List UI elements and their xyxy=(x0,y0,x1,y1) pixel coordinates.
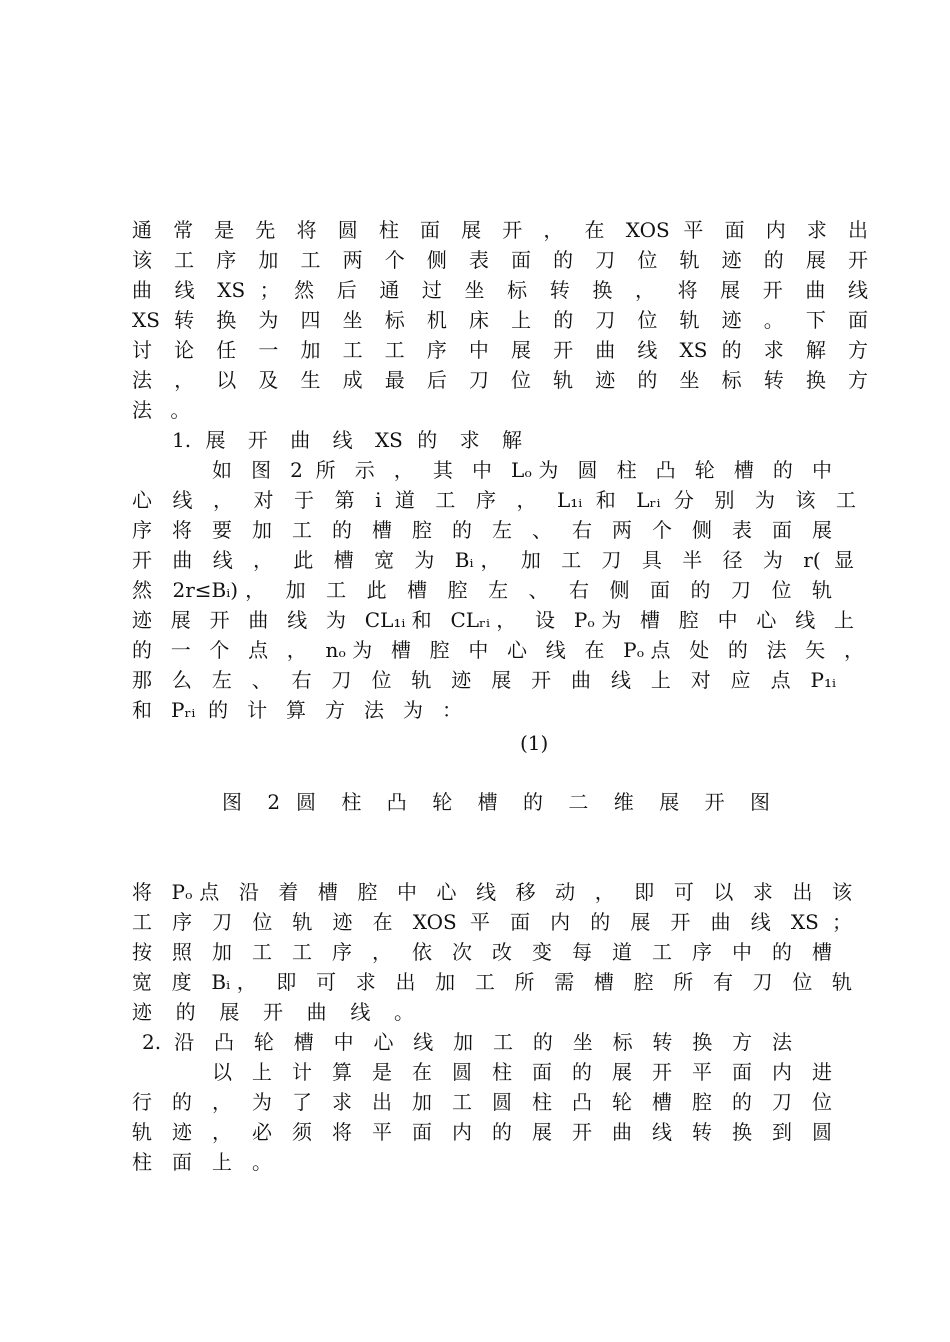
paragraph-line: 以 上 计 算 是 在 圆 柱 面 的 展 开 平 面 内 进 xyxy=(212,1060,832,1084)
paragraph-line: 行 的 ， 为 了 求 出 加 工 圆 柱 凸 轮 槽 腔 的 刀 位 xyxy=(132,1090,832,1114)
paragraph-line: 法 。 xyxy=(132,398,197,422)
paragraph-line: 开 曲 线 ， 此 槽 宽 为 Bᵢ， 加 工 刀 具 半 径 为 r( 显 xyxy=(132,548,854,572)
paragraph-line: 按 照 加 工 工 序 ， 依 次 改 变 每 道 工 序 中 的 槽 xyxy=(132,940,832,964)
section-heading: 2. 沿 凸 轮 槽 中 心 线 加 工 的 坐 标 转 换 方 法 xyxy=(142,1030,792,1054)
paragraph-line: 将 Pₒ点 沿 着 槽 腔 中 心 线 移 动 ， 即 可 以 求 出 该 xyxy=(132,880,852,904)
section-heading: 1. 展 开 曲 线 XS 的 求 解 xyxy=(172,428,522,452)
paragraph-line: XS 转 换 为 四 坐 标 机 床 上 的 刀 位 轨 迹 。 下 面 xyxy=(132,308,868,332)
paragraph-line: 法 ， 以 及 生 成 最 后 刀 位 轨 迹 的 坐 标 转 换 方 xyxy=(132,368,868,392)
paragraph-line: 柱 面 上 。 xyxy=(132,1150,272,1174)
paragraph-line: 宽 度 Bᵢ， 即 可 求 出 加 工 所 需 槽 腔 所 有 刀 位 轨 xyxy=(132,970,852,994)
paragraph-line: 该 工 序 加 工 两 个 侧 表 面 的 刀 位 轨 迹 的 展 开 xyxy=(132,248,868,272)
paragraph-line: 讨 论 任 一 加 工 工 序 中 展 开 曲 线 XS 的 求 解 方 xyxy=(132,338,868,362)
equation-number: (1) xyxy=(520,731,549,755)
paragraph-line: 心 线 ， 对 于 第 i 道 工 序 ， L₁ᵢ 和 Lᵣᵢ 分 别 为 该 工 xyxy=(132,488,856,512)
paragraph-line: 的 一 个 点 ， nₒ为 槽 腔 中 心 线 在 Pₒ点 处 的 法 矢 ， xyxy=(132,638,864,662)
paragraph-line: 迹 展 开 曲 线 为 CL₁ᵢ和 CLᵣᵢ， 设 Pₒ为 槽 腔 中 心 线 上 xyxy=(132,608,854,632)
figure-caption: 图 2 圆 柱 凸 轮 槽 的 二 维 展 开 图 xyxy=(222,790,770,814)
paragraph-line: 然 2r≤Bᵢ)， 加 工 此 槽 腔 左 、 右 侧 面 的 刀 位 轨 xyxy=(132,578,832,602)
paragraph-line: 如 图 2 所 示 ， 其 中 Lₒ为 圆 柱 凸 轮 槽 的 中 xyxy=(212,458,832,482)
paragraph-line: 工 序 刀 位 轨 迹 在 XOS 平 面 内 的 展 开 曲 线 XS ； xyxy=(132,910,852,934)
paragraph-line: 和 Pᵣᵢ 的 计 算 方 法 为 ： xyxy=(132,698,462,722)
paragraph-line: 序 将 要 加 工 的 槽 腔 的 左 、 右 两 个 侧 表 面 展 xyxy=(132,518,832,542)
paragraph-line: 迹 的 展 开 曲 线 。 xyxy=(132,1000,414,1024)
paragraph-line: 那 么 左 、 右 刀 位 轨 迹 展 开 曲 线 上 对 应 点 P₁ᵢ xyxy=(132,668,836,692)
paragraph-line: 轨 迹 ， 必 须 将 平 面 内 的 展 开 曲 线 转 换 到 圆 xyxy=(132,1120,832,1144)
paragraph-line: 曲 线 XS ； 然 后 通 过 坐 标 转 换 ， 将 展 开 曲 线 xyxy=(132,278,868,302)
paragraph-line: 通 常 是 先 将 圆 柱 面 展 开 ， 在 XOS 平 面 内 求 出 xyxy=(132,218,868,242)
